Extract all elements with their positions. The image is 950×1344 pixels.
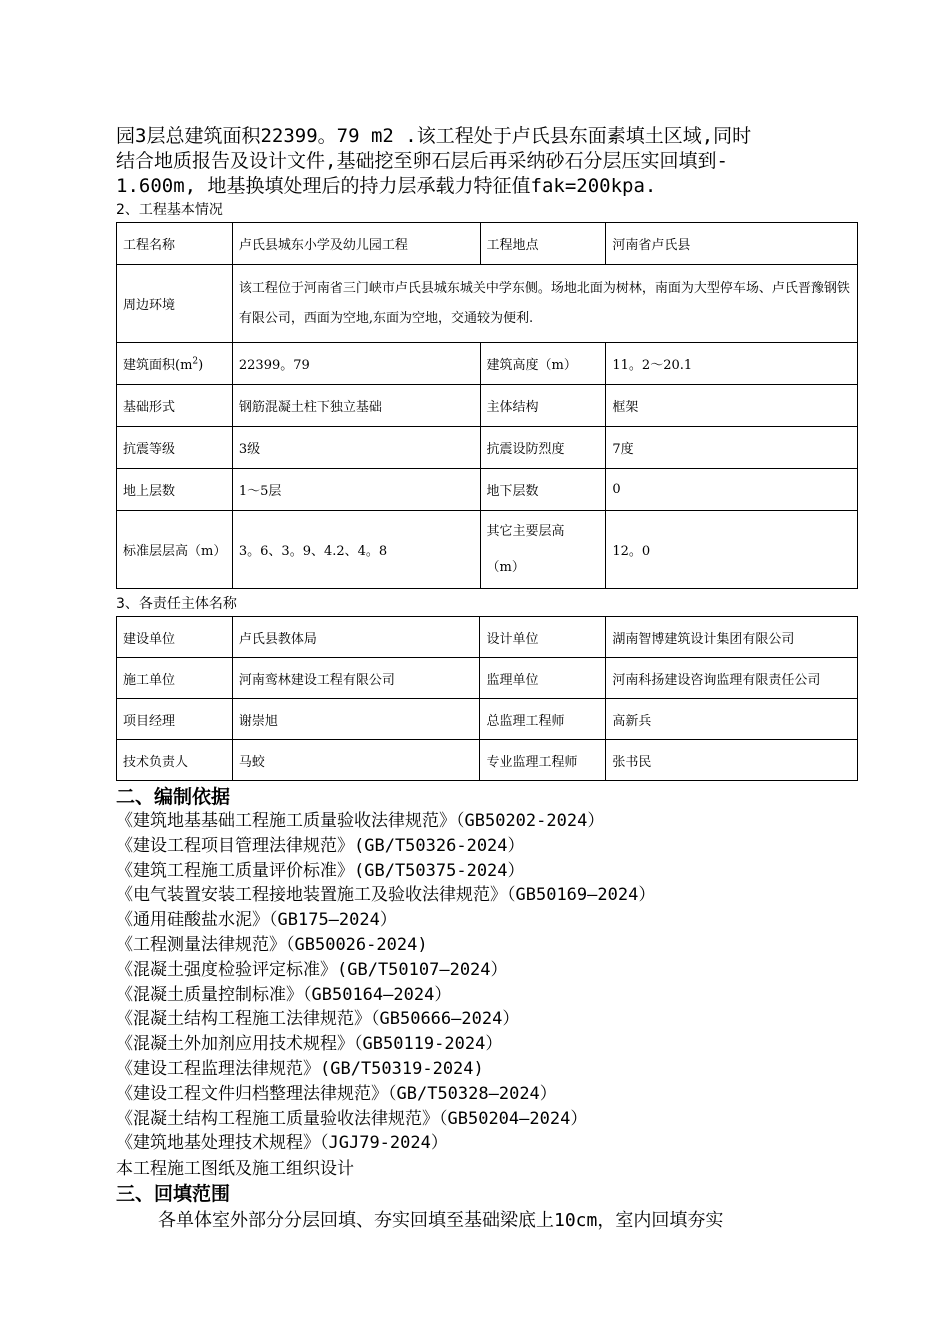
reference-item: 《建筑地基基础工程施工质量验收法律规范》（GB50202-2024） — [116, 811, 605, 831]
reference-item: 《电气装置安装工程接地装置施工及验收法律规范》（GB50169—2024） — [116, 885, 656, 906]
table-label: 抗震等级 — [117, 427, 233, 469]
reference-item: 《建设工程监理法律规范》(GB/T50319-2024) — [116, 1058, 484, 1079]
table-label: 项目经理 — [117, 699, 233, 740]
responsible-parties-table — [116, 616, 858, 781]
table-value: 11。2～20.1 — [606, 343, 858, 385]
table-row — [117, 427, 858, 469]
table-value: 高新兵 — [606, 699, 858, 740]
table-value: 22399。79 — [232, 343, 480, 385]
table-value: 7度 — [606, 427, 858, 469]
table-value: 框架 — [606, 385, 858, 427]
table-value: 3。6、3。9、4.2、4。8 — [232, 511, 480, 589]
table-row — [117, 511, 858, 589]
table-label: 标准层层高（m） — [117, 511, 233, 589]
table-value: 湖南智博建筑设计集团有限公司 — [606, 617, 858, 658]
area-label-text: 建筑面积(m — [123, 358, 193, 373]
intro-line: 1.600m, 地基换填处理后的持力层承载力特征值fak=200kpa. — [116, 175, 657, 197]
reference-item: 《混凝土强度检验评定标准》(GB/T50107—2024） — [116, 959, 508, 980]
reference-item: 《工程测量法律规范》（GB50026-2024) — [116, 934, 428, 955]
table-value: 1～5层 — [232, 469, 480, 511]
table-label-line: 其它主要层高 — [486, 523, 565, 539]
scope-heading: 三、回填范围 — [116, 1183, 231, 1205]
reference-item: 《混凝土质量控制标准》（GB50164—2024） — [116, 984, 452, 1005]
table-value: 3级 — [232, 427, 480, 469]
table-label: 工程名称 — [117, 223, 233, 265]
table-row — [117, 385, 858, 427]
reference-item: 《混凝土结构工程施工质量验收法律规范》（GB50204—2024） — [116, 1108, 588, 1129]
reference-item: 《建筑工程施工质量评价标准》(GB/T50375-2024） — [116, 860, 525, 881]
basis-heading: 二、编制依据 — [116, 786, 231, 808]
table-value: 谢崇旭 — [232, 699, 480, 740]
table-value: 钢筋混凝土柱下独立基础 — [232, 385, 480, 427]
table-value: 河南鸾林建设工程有限公司 — [232, 658, 480, 699]
table-label: 建筑高度（m） — [480, 343, 606, 385]
section-2-heading: 2、工程基本情况 — [116, 202, 223, 218]
table-row — [117, 469, 858, 511]
table-value: 该工程位于河南省三门峡市卢氏县城东城关中学东侧。场地北面为树林，南面为大型停车场、卢氏晋豫钢铁有限公司，西面为空地,东面为空地，交通较为便利. — [232, 265, 857, 343]
table-value: 马蛟 — [232, 740, 480, 781]
table-row — [117, 740, 858, 781]
reference-item: 《建筑地基处理技术规程》（JGJ79-2024） — [116, 1133, 448, 1154]
table-row — [117, 617, 858, 658]
table-label: 建设单位 — [117, 617, 233, 658]
table-value: 卢氏县城东小学及幼儿园工程 — [232, 223, 480, 265]
reference-item: 《混凝土结构工程施工法律规范》（GB50666—2024） — [116, 1009, 520, 1030]
table-label: 地上层数 — [117, 469, 233, 511]
table-label: 专业监理工程师 — [480, 740, 606, 781]
table-label: 地下层数 — [480, 469, 606, 511]
table-row — [117, 699, 858, 740]
table-value: 河南省卢氏县 — [606, 223, 858, 265]
scope-paragraph: 各单体室外部分分层回填、夯实回填至基础梁底上10cm，室内回填夯实 — [158, 1210, 724, 1231]
table-value: 12。0 — [606, 511, 858, 589]
table-label: 主体结构 — [480, 385, 606, 427]
area-label-superscript: 2 — [192, 356, 199, 367]
table-label: 施工单位 — [117, 658, 233, 699]
table-label: 总监理工程师 — [480, 699, 606, 740]
reference-item: 《建设工程项目管理法律规范》(GB/T50326-2024） — [116, 835, 525, 856]
reference-item: 《混凝土外加剂应用技术规程》（GB50119-2024） — [116, 1034, 503, 1055]
reference-item: 《通用硅酸盐水泥》（GB175—2024） — [116, 910, 397, 931]
table-label — [480, 511, 606, 589]
table-label: 抗震设防烈度 — [480, 427, 606, 469]
table-value: 河南科扬建设咨询监理有限责任公司 — [606, 658, 858, 699]
table-row — [117, 343, 858, 385]
reference-list — [116, 809, 655, 1156]
table-value: 张书民 — [606, 740, 858, 781]
table-value: 卢氏县教体局 — [232, 617, 480, 658]
intro-line: 园3层总建筑面积22399。79 m2 .该工程处于卢氏县东面素填土区域,同时 — [116, 125, 752, 147]
table-label: 基础形式 — [117, 385, 233, 427]
table-row — [117, 223, 858, 265]
area-label-tail: ) — [198, 358, 204, 373]
table-value: 0 — [606, 469, 858, 511]
table-label — [117, 343, 233, 385]
section-3-heading: 3、各责任主体名称 — [116, 596, 237, 612]
intro-line: 结合地质报告及设计文件,基础挖至卵石层后再采纳砂石分层压实回填到- — [116, 150, 728, 172]
table-row — [117, 265, 858, 343]
intro-paragraph — [116, 124, 866, 199]
table-label: 监理单位 — [480, 658, 606, 699]
project-info-table — [116, 222, 858, 589]
basis-closing-line: 本工程施工图纸及施工组织设计 — [116, 1159, 354, 1179]
table-label: 技术负责人 — [117, 740, 233, 781]
reference-item: 《建设工程文件归档整理法律规范》（GB/T50328—2024） — [116, 1083, 557, 1104]
table-row — [117, 658, 858, 699]
table-label: 设计单位 — [480, 617, 606, 658]
table-label-line: （m） — [486, 559, 525, 575]
table-label: 周边环境 — [117, 265, 233, 343]
table-label: 工程地点 — [480, 223, 606, 265]
